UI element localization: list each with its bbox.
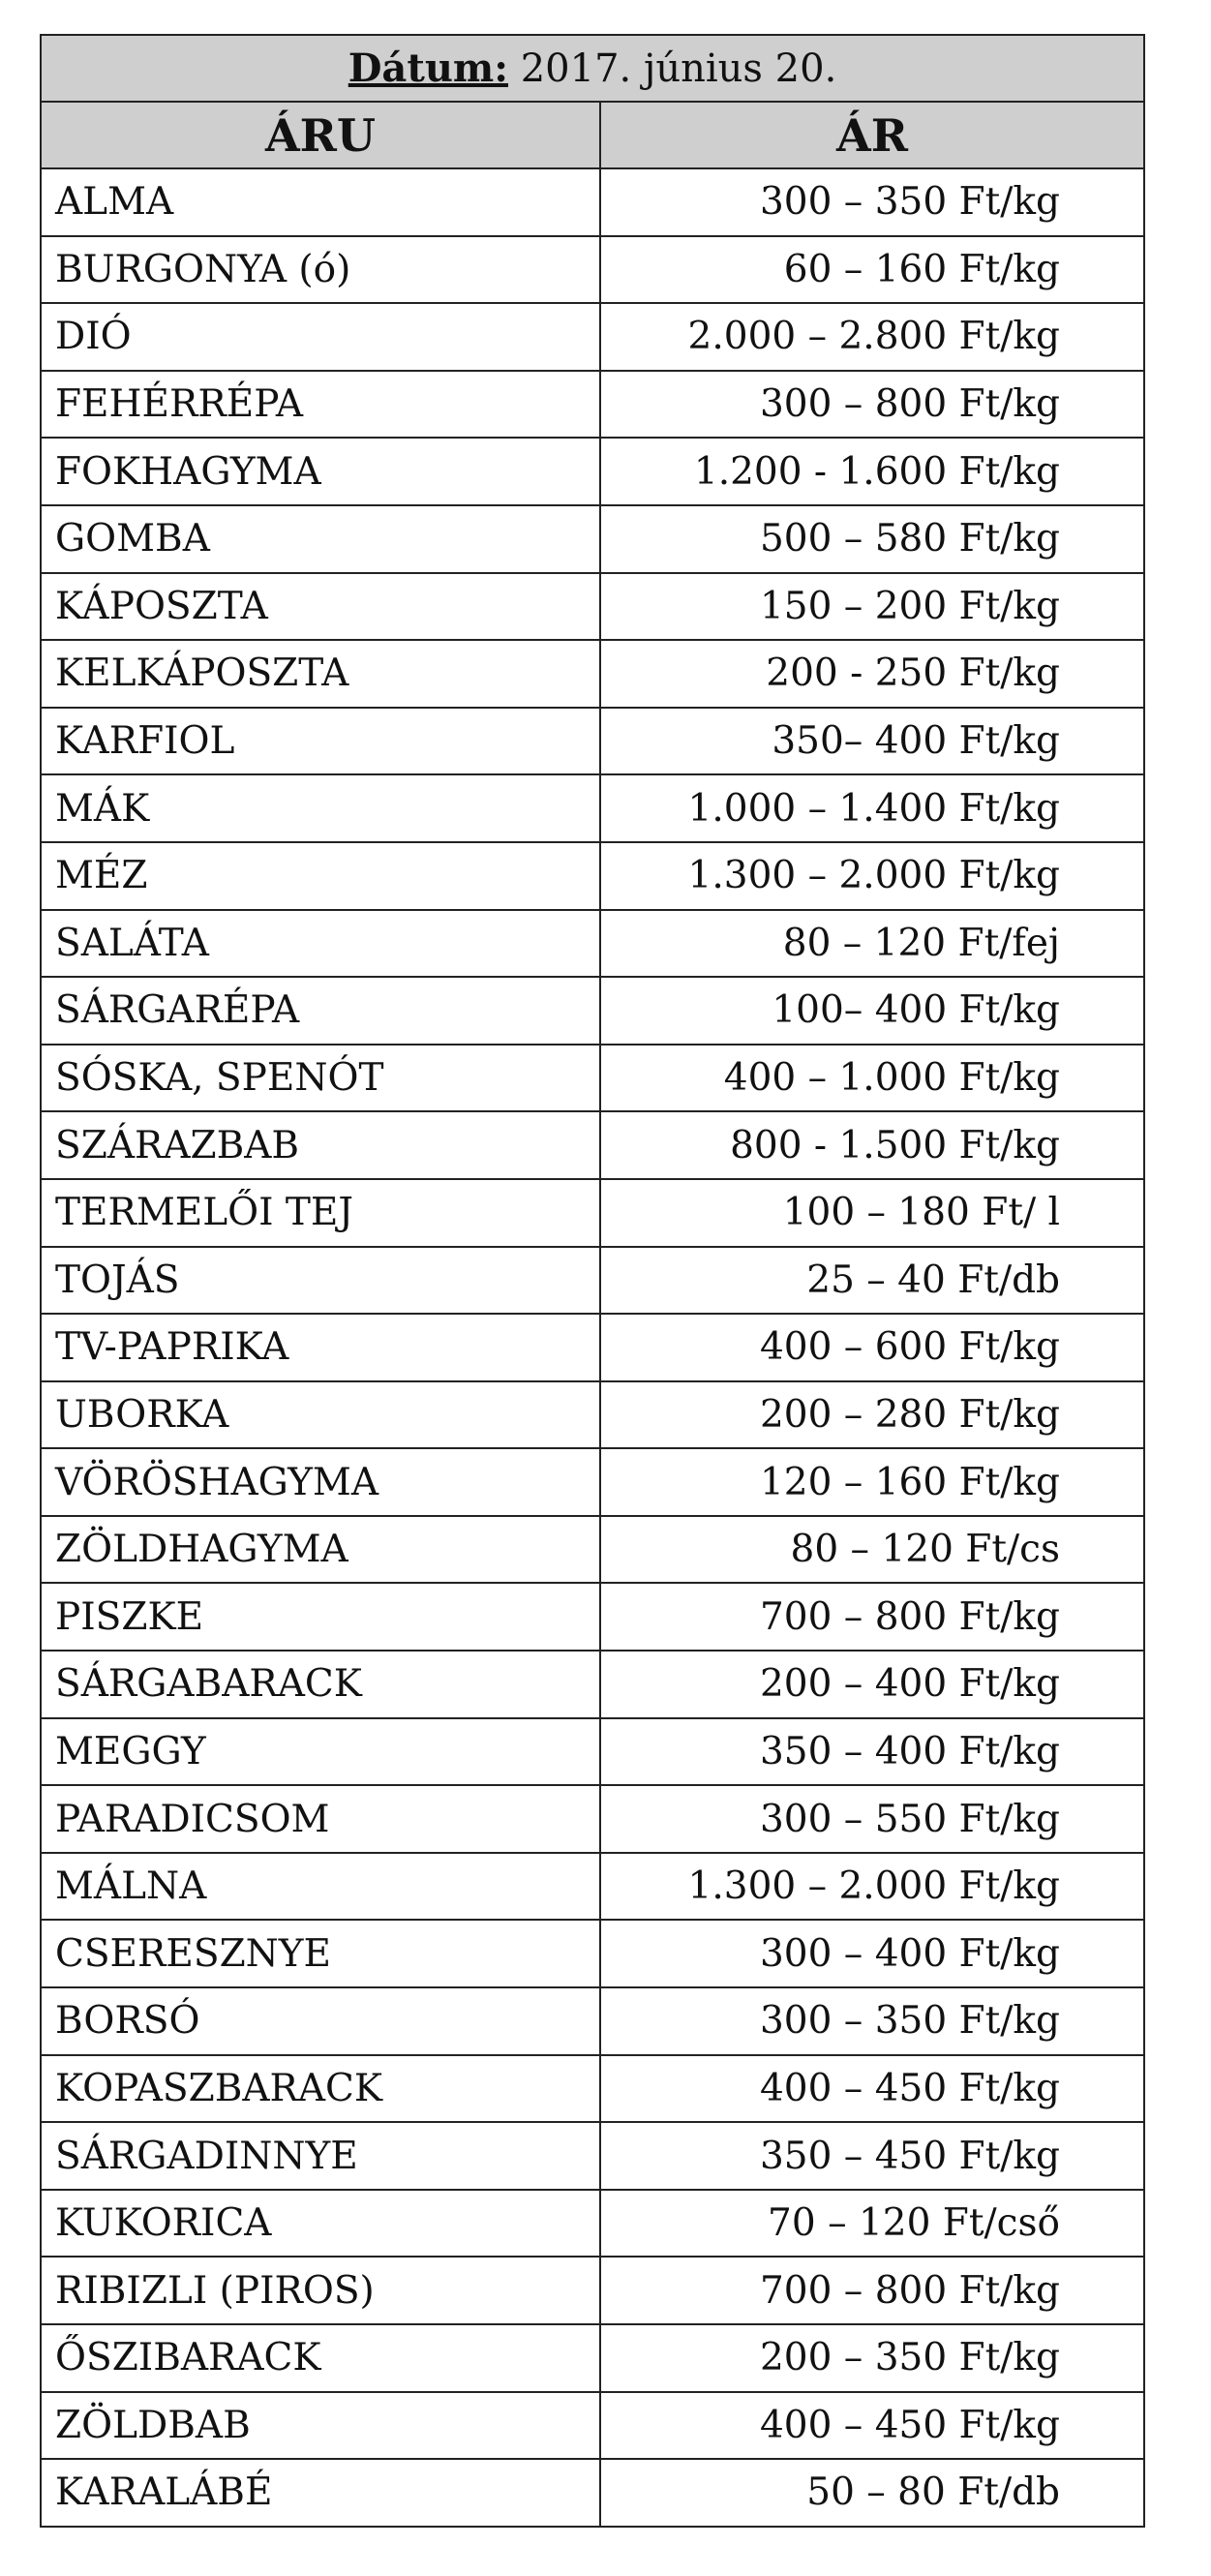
item-price-cell: 700 – 800 Ft/kg <box>600 2257 1144 2324</box>
table-row <box>41 371 1144 439</box>
item-price-cell: 200 – 350 Ft/kg <box>600 2324 1144 2392</box>
table-row <box>41 2459 1144 2527</box>
item-name-cell: SZÁRAZBAB <box>41 1111 600 1179</box>
table-row <box>41 1718 1144 1786</box>
table-row <box>41 2122 1144 2190</box>
item-price-cell: 350 – 400 Ft/kg <box>600 1718 1144 1786</box>
table-row <box>41 505 1144 573</box>
table-row <box>41 2190 1144 2258</box>
table-row <box>41 1987 1144 2055</box>
table-row <box>41 1920 1144 1987</box>
column-header-item: ÁRU <box>41 102 600 168</box>
item-name-cell: TERMELŐI TEJ <box>41 1179 600 1247</box>
item-name-cell: FOKHAGYMA <box>41 438 600 505</box>
date-row <box>41 35 1144 102</box>
table-row <box>41 2257 1144 2324</box>
item-name-cell: BURGONYA (ó) <box>41 236 600 304</box>
item-price-cell: 2.000 – 2.800 Ft/kg <box>600 303 1144 371</box>
table-row <box>41 774 1144 842</box>
item-name-cell: ZÖLDBAB <box>41 2392 600 2460</box>
item-name-cell: BORSÓ <box>41 1987 600 2055</box>
item-price-cell: 50 – 80 Ft/db <box>600 2459 1144 2527</box>
item-price-cell: 700 – 800 Ft/kg <box>600 1583 1144 1651</box>
item-name-cell: MÉZ <box>41 842 600 910</box>
item-price-cell: 200 - 250 Ft/kg <box>600 640 1144 708</box>
item-name-cell: MÁK <box>41 774 600 842</box>
price-list-sheet <box>40 34 1143 2528</box>
table-row <box>41 1179 1144 1247</box>
item-name-cell: UBORKA <box>41 1381 600 1449</box>
item-name-cell: ALMA <box>41 168 600 236</box>
date-value: 2017. június 20. <box>520 46 837 91</box>
item-price-cell: 350 – 450 Ft/kg <box>600 2122 1144 2190</box>
table-row <box>41 910 1144 978</box>
table-row <box>41 2392 1144 2460</box>
item-price-cell: 150 – 200 Ft/kg <box>600 573 1144 641</box>
price-table <box>40 34 1145 2528</box>
item-name-cell: SALÁTA <box>41 910 600 978</box>
table-row <box>41 1045 1144 1112</box>
table-row <box>41 1651 1144 1718</box>
item-price-cell: 400 – 450 Ft/kg <box>600 2055 1144 2123</box>
table-row <box>41 1247 1144 1315</box>
item-name-cell: KUKORICA <box>41 2190 600 2258</box>
item-name-cell: TV-PAPRIKA <box>41 1314 600 1381</box>
item-price-cell: 400 – 1.000 Ft/kg <box>600 1045 1144 1112</box>
item-name-cell: SÁRGABARACK <box>41 1651 600 1718</box>
item-name-cell: KOPASZBARACK <box>41 2055 600 2123</box>
table-row <box>41 303 1144 371</box>
item-name-cell: KELKÁPOSZTA <box>41 640 600 708</box>
item-name-cell: PISZKE <box>41 1583 600 1651</box>
item-price-cell: 300 – 400 Ft/kg <box>600 1920 1144 1987</box>
item-name-cell: DIÓ <box>41 303 600 371</box>
table-row <box>41 1516 1144 1584</box>
table-row <box>41 1853 1144 1921</box>
table-row <box>41 1381 1144 1449</box>
table-row <box>41 573 1144 641</box>
item-name-cell: ŐSZIBARACK <box>41 2324 600 2392</box>
item-price-cell: 500 – 580 Ft/kg <box>600 505 1144 573</box>
item-name-cell: FEHÉRRÉPA <box>41 371 600 439</box>
table-row <box>41 2055 1144 2123</box>
item-name-cell: KARFIOL <box>41 708 600 775</box>
table-row <box>41 1111 1144 1179</box>
item-price-cell: 300 – 550 Ft/kg <box>600 1785 1144 1853</box>
item-price-cell: 80 – 120 Ft/fej <box>600 910 1144 978</box>
item-name-cell: ZÖLDHAGYMA <box>41 1516 600 1584</box>
item-price-cell: 1.300 – 2.000 Ft/kg <box>600 1853 1144 1921</box>
table-row <box>41 1314 1144 1381</box>
item-price-cell: 350– 400 Ft/kg <box>600 708 1144 775</box>
item-name-cell: KÁPOSZTA <box>41 573 600 641</box>
item-price-cell: 300 – 350 Ft/kg <box>600 168 1144 236</box>
item-price-cell: 300 – 350 Ft/kg <box>600 1987 1144 2055</box>
item-price-cell: 200 – 400 Ft/kg <box>600 1651 1144 1718</box>
item-name-cell: CSERESZNYE <box>41 1920 600 1987</box>
item-price-cell: 80 – 120 Ft/cs <box>600 1516 1144 1584</box>
item-price-cell: 60 – 160 Ft/kg <box>600 236 1144 304</box>
table-row <box>41 1448 1144 1516</box>
item-price-cell: 400 – 450 Ft/kg <box>600 2392 1144 2460</box>
item-price-cell: 400 – 600 Ft/kg <box>600 1314 1144 1381</box>
table-row <box>41 438 1144 505</box>
table-row <box>41 236 1144 304</box>
table-row <box>41 708 1144 775</box>
item-name-cell: VÖRÖSHAGYMA <box>41 1448 600 1516</box>
item-price-cell: 1.200 - 1.600 Ft/kg <box>600 438 1144 505</box>
table-row <box>41 977 1144 1045</box>
item-price-cell: 100– 400 Ft/kg <box>600 977 1144 1045</box>
item-name-cell: SÓSKA, SPENÓT <box>41 1045 600 1112</box>
item-price-cell: 70 – 120 Ft/cső <box>600 2190 1144 2258</box>
column-header-row <box>41 102 1144 168</box>
item-name-cell: MÁLNA <box>41 1853 600 1921</box>
item-price-cell: 100 – 180 Ft/ l <box>600 1179 1144 1247</box>
item-name-cell: TOJÁS <box>41 1247 600 1315</box>
item-price-cell: 25 – 40 Ft/db <box>600 1247 1144 1315</box>
item-name-cell: KARALÁBÉ <box>41 2459 600 2527</box>
table-body <box>41 168 1144 2527</box>
date-cell <box>41 35 1144 102</box>
table-row <box>41 1583 1144 1651</box>
item-name-cell: GOMBA <box>41 505 600 573</box>
item-price-cell: 800 - 1.500 Ft/kg <box>600 1111 1144 1179</box>
item-price-cell: 1.300 – 2.000 Ft/kg <box>600 842 1144 910</box>
item-price-cell: 300 – 800 Ft/kg <box>600 371 1144 439</box>
table-row <box>41 640 1144 708</box>
item-name-cell: SÁRGADINNYE <box>41 2122 600 2190</box>
item-name-cell: PARADICSOM <box>41 1785 600 1853</box>
column-header-price: ÁR <box>600 102 1144 168</box>
item-price-cell: 120 – 160 Ft/kg <box>600 1448 1144 1516</box>
table-row <box>41 2324 1144 2392</box>
item-price-cell: 200 – 280 Ft/kg <box>600 1381 1144 1449</box>
date-label: Dátum: <box>348 45 508 91</box>
item-price-cell: 1.000 – 1.400 Ft/kg <box>600 774 1144 842</box>
item-name-cell: RIBIZLI (PIROS) <box>41 2257 600 2324</box>
item-name-cell: MEGGY <box>41 1718 600 1786</box>
table-row <box>41 1785 1144 1853</box>
item-name-cell: SÁRGARÉPA <box>41 977 600 1045</box>
table-row <box>41 842 1144 910</box>
table-row <box>41 168 1144 236</box>
